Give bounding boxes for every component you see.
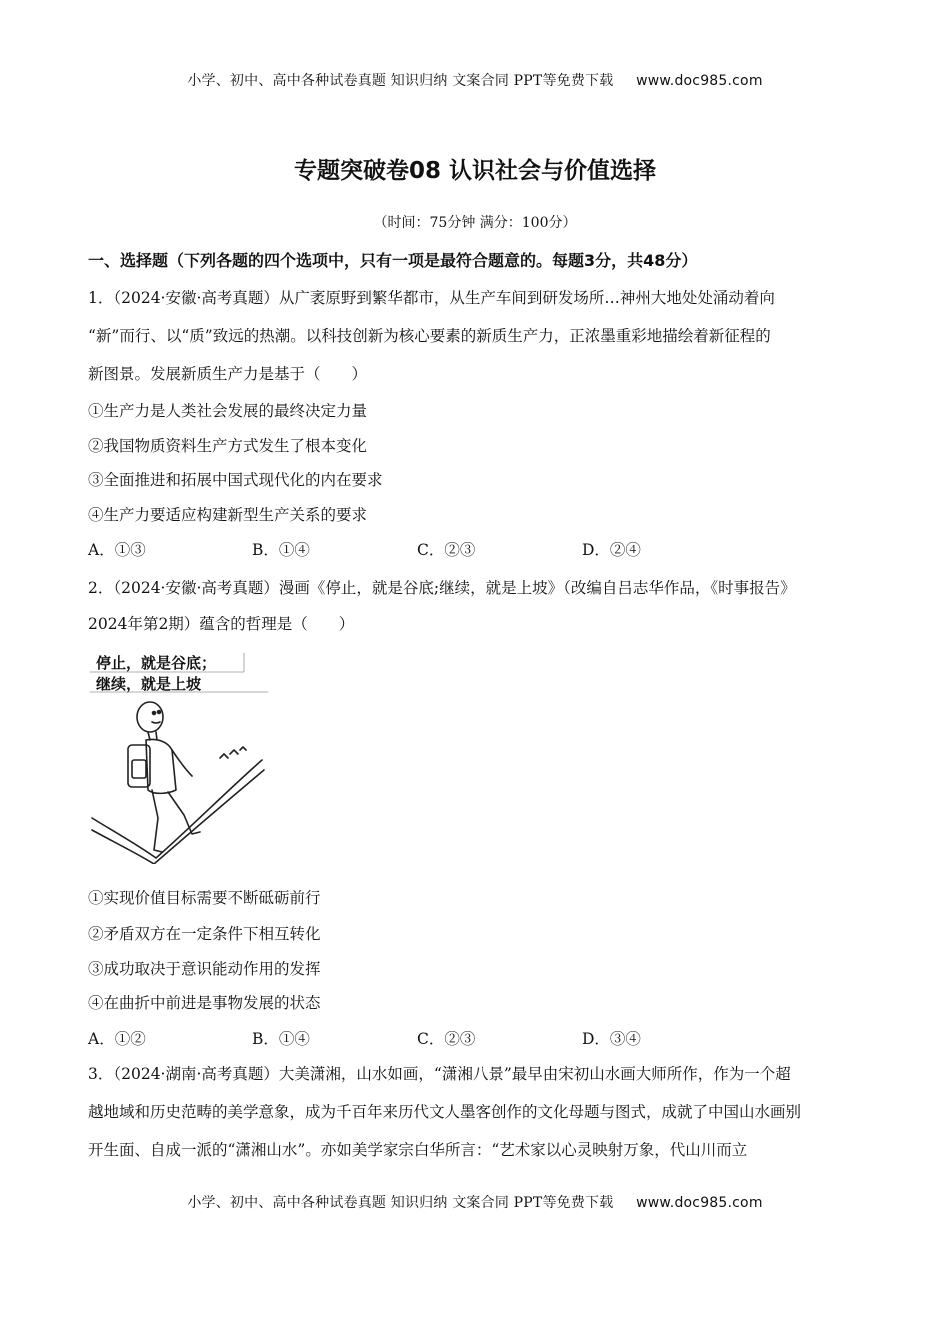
q1-line: 新图景。发展新质生产力是基于（ ） <box>88 365 368 383</box>
q1-option-a[interactable]: A．①③ <box>88 541 146 559</box>
q1-statement: ④生产力要适应构建新型生产关系的要求 <box>88 506 368 524</box>
q2-option-d[interactable]: D．③④ <box>582 1030 641 1048</box>
q1-statement: ③全面推进和拓展中国式现代化的内在要求 <box>88 471 383 489</box>
q2-statement: ③成功取决于意识能动作用的发挥 <box>88 960 321 978</box>
q2-statement: ①实现价值目标需要不断砥砺前行 <box>88 889 321 907</box>
header-text: 小学、初中、高中各种试卷真题 知识归纳 文案合同 PPT等免费下载 <box>187 73 614 89</box>
q2-option-a[interactable]: A．①② <box>88 1030 146 1048</box>
footer-site[interactable]: www.doc985.com <box>636 1195 763 1211</box>
cartoon-caption: 停止，就是谷底； <box>96 654 217 672</box>
q1-line: “新”而行、以“质”致远的热潮。以科技创新为核心要素的新质生产力，正浓墨重彩地描绘着新征程的 <box>88 327 771 345</box>
cartoon-caption: 继续，就是上坡 <box>96 675 202 693</box>
q3-line: 3．（2024·湖南·高考真题）大美潇湘，山水如画，“潇湘八景”最早由宋初山水画大师所作，作为一个超 <box>88 1065 791 1083</box>
q1-statement: ①生产力是人类社会发展的最终决定力量 <box>88 402 368 420</box>
q1-option-d[interactable]: D．②④ <box>582 541 641 559</box>
q1-option-c[interactable]: C．②③ <box>417 541 476 559</box>
q2-statement: ④在曲折中前进是事物发展的状态 <box>88 994 321 1012</box>
page-header <box>0 70 950 90</box>
q2-statement: ②矛盾双方在一定条件下相互转化 <box>88 925 321 943</box>
q2-option-b[interactable]: B．①④ <box>252 1030 310 1048</box>
q2-line: 2024年第2期）蕴含的哲理是（ ） <box>88 615 355 633</box>
page-footer <box>0 1192 950 1212</box>
footer-text: 小学、初中、高中各种试卷真题 知识归纳 文案合同 PPT等免费下载 <box>187 1195 614 1211</box>
q1-statement: ②我国物质资料生产方式发生了根本变化 <box>88 437 368 455</box>
q3-line: 越地域和历史范畴的美学意象，成为千百年来历代文人墨客创作的文化母题与图式，成就了中国山水画别 <box>88 1103 802 1121</box>
q3-line: 开生面、自成一派的“潇湘山水”。亦如美学家宗白华所言：“艺术家以心灵映射万象，代山川而立 <box>88 1141 748 1159</box>
page-subtitle: （时间：75分钟 满分：100分） <box>373 215 577 231</box>
q2-option-c[interactable]: C．②③ <box>417 1030 476 1048</box>
q1-line: 1．（2024·安徽·高考真题）从广袤原野到繁华都市，从生产车间到研发场所…神州大地处处涌动着向 <box>88 289 775 307</box>
page-title: 专题突破卷08 认识社会与价值选择 <box>293 158 656 184</box>
q1-option-b[interactable]: B．①④ <box>252 541 310 559</box>
header-site[interactable]: www.doc985.com <box>636 73 763 89</box>
q2-line: 2．（2024·安徽·高考真题）漫画《停止，就是谷底;继续，就是上坡》（改编自吕志华作品，《时事报告》 <box>88 579 796 597</box>
cartoon-illustration <box>88 650 270 864</box>
section-heading: 一、选择题（下列各题的四个选项中，只有一项是最符合题意的。每题3分，共48分） <box>88 251 698 270</box>
